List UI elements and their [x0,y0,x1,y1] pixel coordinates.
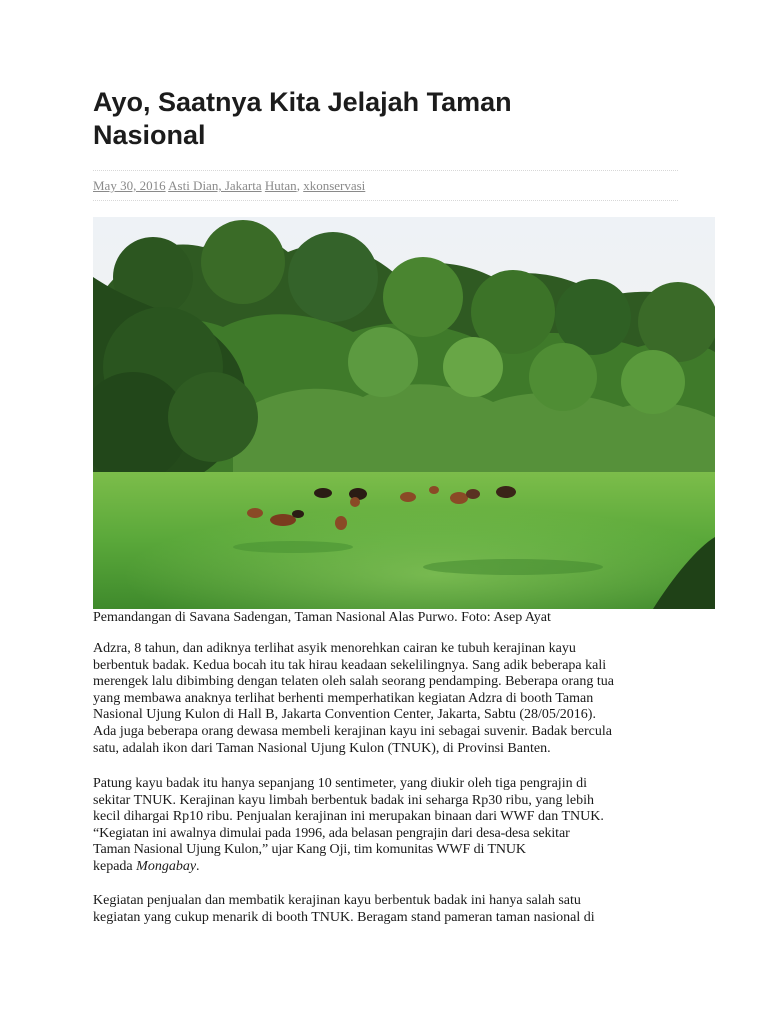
paragraph-3 [93,893,678,926]
p1-line: Adzra, 8 tahun, dan adiknya terlihat asyik menorehkan cairan ke tubuh kerajinan kayu [93,641,576,656]
image-caption: Pemandangan di Savana Sadengan, Taman Nasional Alas Purwo. Foto: Asep Ayat [93,610,551,625]
p2-last-suffix: . [196,858,200,874]
hero-image [93,217,715,609]
p2-line: sekitar TNUK. Kerajinan kayu limbah berbentuk badak ini seharga Rp30 ribu, yang lebih [93,792,595,808]
p3-line: Kegiatan penjualan dan membatik kerajinan kayu berbentuk badak ini hanya salah satu [93,893,581,908]
p2-line: Patung kayu badak itu hanya sepanjang 10 sentimeter, yang diukir oleh tiga pengrajin di [93,776,587,791]
mongabay-emphasis: Mongabay [136,858,197,874]
post-date-link[interactable]: May 30, 2016 [93,178,166,193]
savanna-photo [93,217,715,609]
title-line-1: Ayo, Saatnya Kita Jelajah Taman [93,87,512,117]
p2-line: Taman Nasional Ujung Kulon,” ujar Kang Oji, tim komunitas WWF di TNUK [93,842,526,858]
p2-line [93,859,678,876]
author-link[interactable]: Asti Dian, Jakarta [168,178,262,193]
article-title [93,86,693,152]
p2-last-prefix: kepada [93,858,137,874]
p1-line: merengek lalu dibimbing dengan telaten oleh salah seorang pendamping. Beberapa orang tua [93,674,614,690]
article-meta: May 30, 2016 Asti Dian, Jakarta Hutan, xkonservasi [93,170,678,201]
category-link[interactable]: Hutan [264,178,297,193]
p1-line: Nasional Ujung Kulon di Hall B, Jakarta Convention Center, Jakarta, Sabtu (28/05/2016). [93,707,596,723]
p3-line: kegiatan yang cukup menarik di booth TNUK. Beragam stand pameran taman nasional di [93,909,595,925]
p2-line: “Kegiatan ini awalnya dimulai pada 1996, ada belasan pengrajin dari desa-desa sekitar [93,825,570,841]
paragraph-2 [93,776,678,876]
p1-line: yang membawa anaknya terlihat berhenti memperhatikan kegiatan Adzra di booth Taman [93,690,594,706]
title-line-2: Nasional [93,120,206,150]
p1-line: Ada juga beberapa orang dewasa membeli kerajinan kayu ini sebagai suvenir. Badak bercula [93,723,612,739]
tag-link[interactable]: xkonservasi [303,178,366,193]
paragraph-1 [93,641,678,757]
p2-line: kecil dihargai Rp10 ribu. Penjualan kerajinan ini merupakan binaan dari WWF dan TNUK. [93,809,604,825]
p1-line: berbentuk badak. Kedua bocah itu tak hirau keadaan sekelilingnya. Sang adik beberapa kali [93,657,607,673]
p1-line: satu, adalah ikon dari Taman Nasional Ujung Kulon (TNUK), di Provinsi Banten. [93,740,551,756]
